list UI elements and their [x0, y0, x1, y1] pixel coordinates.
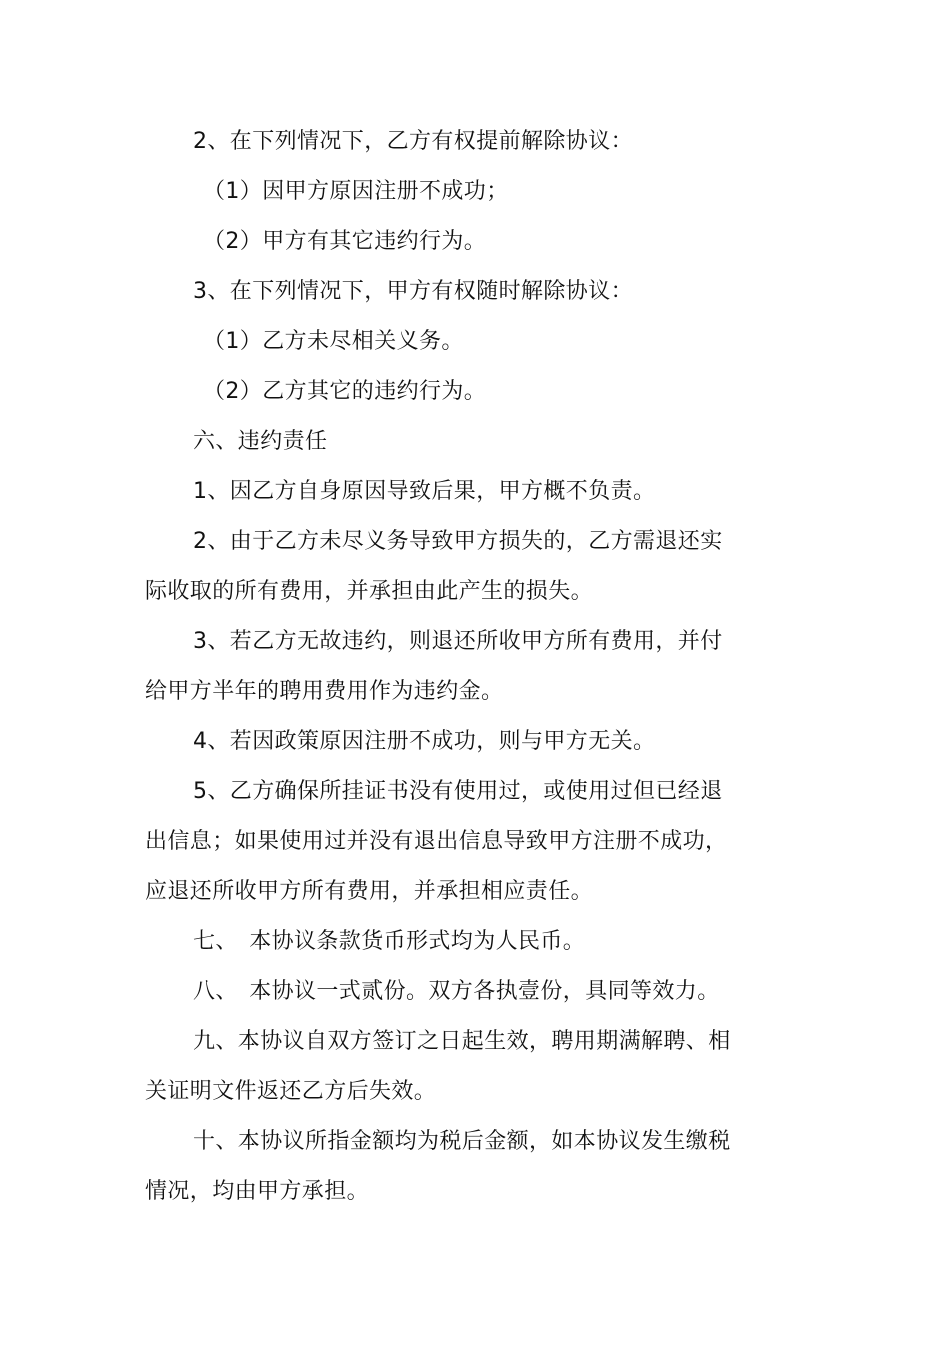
clause-6-2-line-1: 2、由于乙方未尽义务导致甲方损失的，乙方需退还实	[193, 529, 723, 554]
section-9-line-2: 关证明文件返还乙方后失效。	[145, 1079, 437, 1104]
clause-6-5-line-2: 出信息；如果使用过并没有退出信息导致甲方注册不成功，	[145, 829, 728, 854]
clause-6-4: 4、若因政策原因注册不成功，则与甲方无关。	[193, 729, 656, 754]
clause-5-3-heading: 3、在下列情况下，甲方有权随时解除协议：	[193, 279, 633, 304]
clause-6-1: 1、因乙方自身原因导致后果，甲方概不负责。	[193, 479, 656, 504]
clause-6-3-line-1: 3、若乙方无故违约，则退还所收甲方所有费用，并付	[193, 629, 723, 654]
clause-5-2-item-2: （2）甲方有其它违约行为。	[203, 229, 487, 254]
clause-6-5-line-3: 应退还所收甲方所有费用，并承担相应责任。	[145, 879, 594, 904]
clause-5-2-item-1: （1）因甲方原因注册不成功；	[203, 179, 509, 204]
section-8: 八、 本协议一式贰份。双方各执壹份，具同等效力。	[193, 979, 720, 1004]
clause-6-2-line-2: 际收取的所有费用，并承担由此产生的损失。	[145, 579, 594, 604]
section-7: 七、 本协议条款货币形式均为人民币。	[193, 929, 586, 954]
section-9-line-1: 九、本协议自双方签订之日起生效，聘用期满解聘、相	[193, 1029, 731, 1054]
section-10-line-2: 情况，均由甲方承担。	[145, 1179, 370, 1204]
section-10-line-1: 十、本协议所指金额均为税后金额，如本协议发生缴税	[193, 1129, 731, 1154]
section-6-heading: 六、违约责任	[193, 429, 328, 454]
clause-6-5-line-1: 5、乙方确保所挂证书没有使用过，或使用过但已经退	[193, 779, 723, 804]
clause-6-3-line-2: 给甲方半年的聘用费用作为违约金。	[145, 679, 504, 704]
clause-5-2-heading: 2、在下列情况下，乙方有权提前解除协议：	[193, 129, 633, 154]
clause-5-3-item-1: （1）乙方未尽相关义务。	[203, 329, 464, 354]
clause-5-3-item-2: （2）乙方其它的违约行为。	[203, 379, 487, 404]
